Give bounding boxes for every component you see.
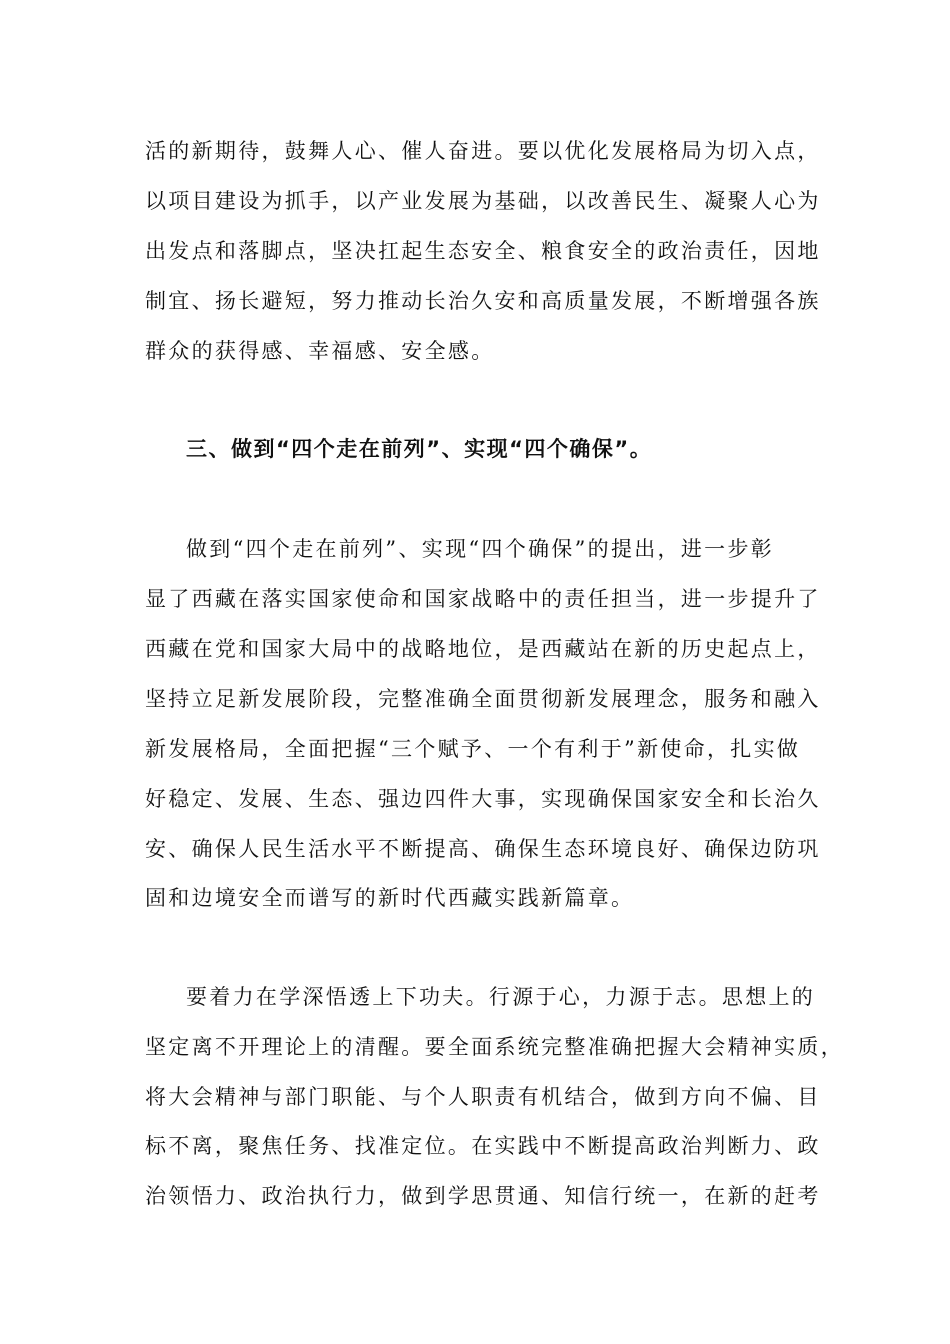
paragraph-2-line-2: 显了西藏在落实国家使命和国家战略中的责任担当，进一步提升了: [145, 587, 821, 611]
paragraph-1-line-2: 以项目建设为抓手，以产业发展为基础，以改善民生、凝聚人心为: [145, 189, 821, 213]
paragraph-2-line-6: 好稳定、发展、生态、强边四件大事，实现确保国家安全和长治久: [145, 787, 821, 811]
paragraph-1-line-1: 活的新期待，鼓舞人心、催人奋进。要以优化发展格局为切入点，: [145, 139, 821, 163]
paragraph-3-line-4: 标不离，聚焦任务、找准定位。在实践中不断提高政治判断力、政: [145, 1134, 821, 1158]
paragraph-1-line-3: 出发点和落脚点，坚决扛起生态安全、粮食安全的政治责任，因地: [145, 239, 821, 263]
paragraph-3-line-1: 要着力在学深悟透上下功夫。行源于心，力源于志。思想上的: [186, 985, 816, 1009]
paragraph-3-line-2: 坚定离不开理论上的清醒。要全面系统完整准确把握大会精神实质，: [145, 1035, 844, 1059]
section-heading-3: 三、做到“四个走在前列”、实现“四个确保”。: [186, 437, 653, 461]
paragraph-2-line-3: 西藏在党和国家大局中的战略地位，是西藏站在新的历史起点上，: [145, 637, 821, 661]
paragraph-1-line-5: 群众的获得感、幸福感、安全感。: [145, 339, 495, 363]
paragraph-3-line-5: 治领悟力、政治执行力，做到学思贯通、知信行统一，在新的赶考: [145, 1184, 821, 1208]
paragraph-2-line-8: 固和边境安全而谱写的新时代西藏实践新篇章。: [145, 886, 635, 910]
paragraph-2-line-7: 安、确保人民生活水平不断提高、确保生态环境良好、确保边防巩: [145, 837, 821, 861]
paragraph-2-line-4: 坚持立足新发展阶段，完整准确全面贯彻新发展理念，服务和融入: [145, 687, 821, 711]
paragraph-2-line-5: 新发展格局，全面把握“三个赋予、一个有利于”新使命，扎实做: [145, 737, 801, 761]
paragraph-2-line-1: 做到“四个走在前列”、实现“四个确保”的提出，进一步彰: [186, 537, 775, 561]
paragraph-1-line-4: 制宜、扬长避短，努力推动长治久安和高质量发展，不断增强各族: [145, 289, 821, 313]
paragraph-3-line-3: 将大会精神与部门职能、与个人职责有机结合，做到方向不偏、目: [145, 1085, 821, 1109]
